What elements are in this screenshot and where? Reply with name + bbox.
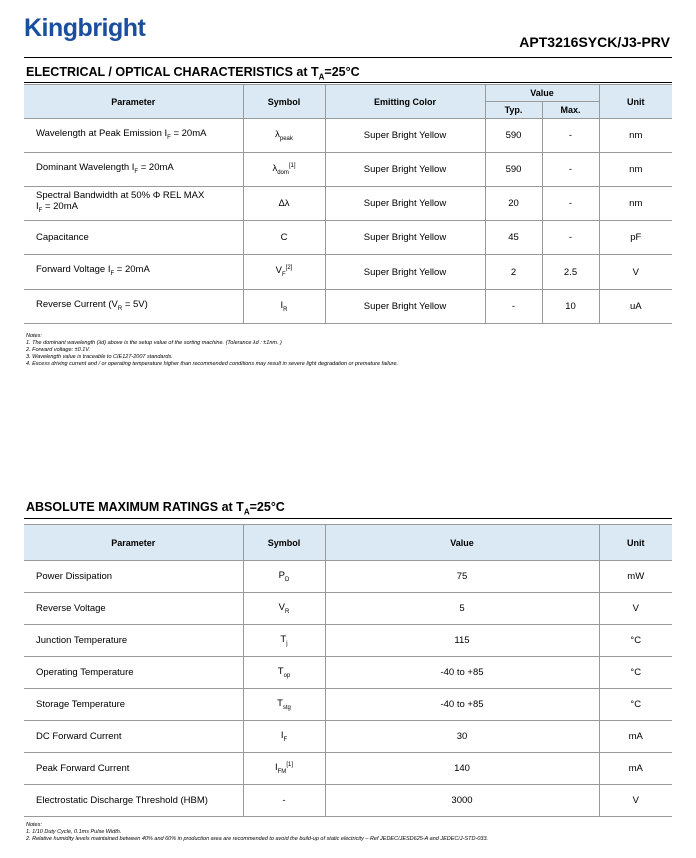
param-cell: Storage Temperature	[24, 689, 243, 721]
symbol-cell: $I_R$	[243, 290, 325, 324]
unit-cell: pF	[599, 221, 672, 255]
header-parameter: Parameter	[24, 525, 243, 561]
table-row	[24, 187, 672, 221]
electrical-notes	[26, 333, 398, 368]
param-cell: Operating Temperature	[24, 657, 243, 689]
color-cell: Super Bright Yellow	[325, 187, 485, 221]
symbol-cell: $V_F[2]$	[243, 255, 325, 290]
header-divider	[24, 57, 672, 58]
symbol-cell: $T_{stg}$	[243, 689, 325, 721]
note-item: 2. Relative humidity levels maintained between 40% and 60% in production area are recommended to avoid the build-up of static electricity – Ref JEDEC/JESD625-A and JEDEC/J-STD-033.	[26, 836, 489, 842]
note-item: 4. Excess driving current and / or operating temperature higher than recommended conditions may result in severe light degradation or premature failure.	[26, 361, 399, 367]
param-cell: Forward Voltage $I_F = 20mA$	[24, 255, 243, 290]
notes-heading: Notes:	[26, 822, 42, 828]
symbol-cell: $P_D$	[243, 561, 325, 593]
symbol-cell: $I_F$	[243, 721, 325, 753]
color-cell: Super Bright Yellow	[325, 153, 485, 187]
max-cell: -	[542, 119, 599, 153]
typ-cell: 20	[485, 187, 542, 221]
header-typ: Typ.	[485, 102, 542, 119]
max-cell: -	[542, 187, 599, 221]
symbol-cell: $V_R$	[243, 593, 325, 625]
symbol-cell: Δλ	[243, 187, 325, 221]
header-symbol: Symbol	[243, 525, 325, 561]
value-cell: 115	[325, 625, 599, 657]
note-item: 1. The dominant wavelength (λd) above is the setup value of the sorting machine. (Tolerance λd : ±1nm. )	[26, 340, 282, 346]
param-cell: Junction Temperature	[24, 625, 243, 657]
param-cell: Dominant Wavelength $I_F = 20mA$	[24, 153, 243, 187]
unit-cell: nm	[599, 119, 672, 153]
symbol-cell: C	[243, 221, 325, 255]
unit-cell: uA	[599, 290, 672, 324]
absolute-section-title: ABSOLUTE MAXIMUM RATINGS at $T_A=25^\circ C$	[26, 500, 285, 517]
color-cell: Super Bright Yellow	[325, 255, 485, 290]
color-cell: Super Bright Yellow	[325, 221, 485, 255]
unit-cell: nm	[599, 187, 672, 221]
max-cell: -	[542, 221, 599, 255]
table-row	[24, 119, 672, 153]
typ-cell: 590	[485, 153, 542, 187]
table-row	[24, 255, 672, 290]
electrical-characteristics-table	[24, 84, 672, 324]
table-row	[24, 290, 672, 324]
symbol-cell: -	[243, 785, 325, 817]
unit-cell: nm	[599, 153, 672, 187]
value-cell: 5	[325, 593, 599, 625]
table-row	[24, 593, 672, 625]
param-cell: Wavelength at Peak Emission $I_F = 20mA$	[24, 119, 243, 153]
param-cell: Capacitance	[24, 221, 243, 255]
header-value: Value	[325, 525, 599, 561]
notes-heading: Notes:	[26, 333, 42, 339]
max-cell: 10	[542, 290, 599, 324]
note-item: 2. Forward voltage: ±0.1V.	[26, 347, 91, 353]
param-cell: Reverse Voltage	[24, 593, 243, 625]
typ-cell: 2	[485, 255, 542, 290]
max-cell: 2.5	[542, 255, 599, 290]
value-cell: 140	[325, 753, 599, 785]
param-cell: Spectral Bandwidth at 50% Φ REL MAX $I_F = 20mA$	[24, 187, 243, 221]
unit-cell: V	[599, 785, 672, 817]
param-cell: Power Dissipation	[24, 561, 243, 593]
value-cell: -40 to +85	[325, 689, 599, 721]
param-cell: Reverse Current $(V_R = 5V)$	[24, 290, 243, 324]
unit-cell: V	[599, 593, 672, 625]
typ-cell: 45	[485, 221, 542, 255]
table-row	[24, 561, 672, 593]
param-cell: Electrostatic Discharge Threshold (HBM)	[24, 785, 243, 817]
color-cell: Super Bright Yellow	[325, 290, 485, 324]
max-cell: -	[542, 153, 599, 187]
unit-cell: mA	[599, 721, 672, 753]
unit-cell: °C	[599, 689, 672, 721]
typ-cell: 590	[485, 119, 542, 153]
symbol-cell: $I_{FM}[1]$	[243, 753, 325, 785]
note-item: 3. Wavelength value is traceable to CIE127-2007 standards.	[26, 354, 173, 360]
brand-logo: Kingbright	[24, 14, 146, 42]
unit-cell: °C	[599, 657, 672, 689]
table-row	[24, 721, 672, 753]
table-row	[24, 753, 672, 785]
header-symbol: Symbol	[243, 85, 325, 119]
unit-cell: °C	[599, 625, 672, 657]
table-row	[24, 153, 672, 187]
table-row	[24, 657, 672, 689]
param-cell: DC Forward Current	[24, 721, 243, 753]
header-max: Max.	[542, 102, 599, 119]
table-row	[24, 689, 672, 721]
table-row	[24, 625, 672, 657]
color-cell: Super Bright Yellow	[325, 119, 485, 153]
value-cell: 75	[325, 561, 599, 593]
note-item: 1. 1/10 Duty Cycle, 0.1ms Pulse Width.	[26, 829, 122, 835]
absolute-ratings-table	[24, 524, 672, 817]
param-cell: Peak Forward Current	[24, 753, 243, 785]
typ-cell: -	[485, 290, 542, 324]
value-cell: 30	[325, 721, 599, 753]
unit-cell: mA	[599, 753, 672, 785]
electrical-title-divider	[24, 82, 672, 83]
symbol-cell: $\lambda_{peak}$	[243, 119, 325, 153]
header-emitting-color: Emitting Color	[325, 85, 485, 119]
header-unit: Unit	[599, 525, 672, 561]
header-value: Value	[485, 85, 599, 102]
absolute-title-divider	[24, 518, 672, 519]
unit-cell: mW	[599, 561, 672, 593]
unit-cell: V	[599, 255, 672, 290]
part-number: APT3216SYCK/J3-PRV	[519, 34, 670, 50]
absolute-notes	[26, 822, 488, 843]
header-unit: Unit	[599, 85, 672, 119]
symbol-cell: $\lambda_{dom}[1]$	[243, 153, 325, 187]
symbol-cell: $T_j$	[243, 625, 325, 657]
value-cell: -40 to +85	[325, 657, 599, 689]
header-parameter: Parameter	[24, 85, 243, 119]
value-cell: 3000	[325, 785, 599, 817]
electrical-section-title: ELECTRICAL / OPTICAL CHARACTERISTICS at $T_A=25^\circ C$	[26, 65, 360, 82]
table-row	[24, 785, 672, 817]
symbol-cell: $T_{op}$	[243, 657, 325, 689]
table-row	[24, 221, 672, 255]
